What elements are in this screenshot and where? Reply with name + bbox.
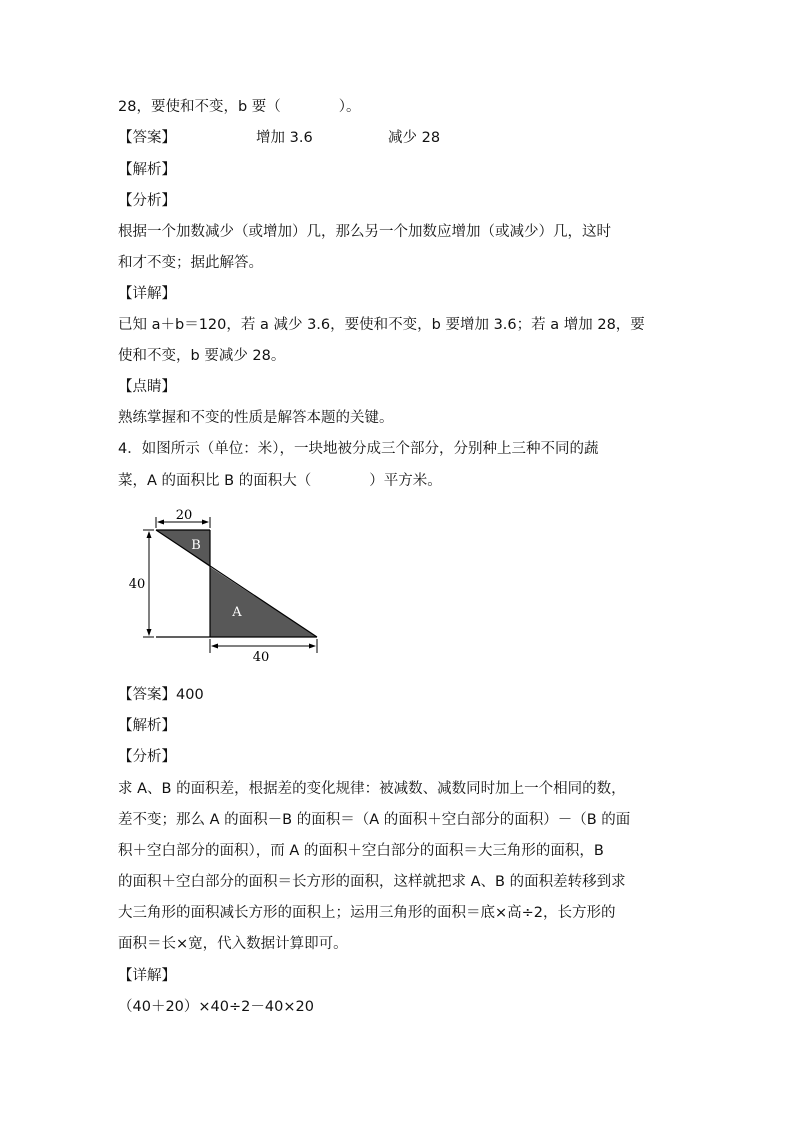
q4-detail-label: 【详解】 [118, 968, 176, 984]
q4-detail-formula: （40＋20）×40÷2－40×20 [118, 999, 314, 1015]
q3-fenxi-label: 【分析】 [118, 193, 176, 209]
q3-dianjing-label: 【点睛】 [118, 379, 176, 395]
dim-left-label: 40 [128, 577, 146, 592]
q4-fenxi-line-4: 的面积＋空白部分的面积＝长方形的面积，这样就把求 A、B 的面积差转移到求 [118, 874, 626, 890]
q4-fenxi-line-3: 积＋空白部分的面积），而 A 的面积＋空白部分的面积＝大三角形的面积，B [118, 843, 604, 859]
q4-question-line-2: 菜，A 的面积比 B 的面积大（ ）平方米。 [118, 473, 442, 489]
dim-bottom-arrow-left [211, 644, 218, 649]
q3-answer-value-2: 减少 28 [388, 130, 441, 146]
q3-detail-line-2: 使和不变，b 要减少 28。 [118, 348, 286, 364]
q3-answer-value-1: 增加 3.6 [256, 130, 313, 146]
q4-fenxi-line-5: 大三角形的面积减长方形的面积上；运用三角形的面积＝底×高÷2，长方形的 [118, 905, 616, 921]
q4-fenxi-line-1: 求 A、B 的面积差，根据差的变化规律：被减数、减数同时加上一个相同的数， [118, 781, 626, 797]
q3-fenxi-line-1: 根据一个加数减少（或增加）几，那么另一个加数应增加（或减少）几，这时 [118, 224, 611, 240]
q3-detail-label: 【详解】 [118, 286, 176, 302]
q4-answer: 【答案】400 [118, 687, 204, 703]
q3-answer-label: 【答案】 [118, 130, 176, 146]
q3-question-line: 28，要使和不变，b 要（ ）。 [118, 99, 361, 115]
dim-bottom-label: 40 [252, 650, 270, 665]
q3-detail-line-1: 已知 a＋b＝120，若 a 减少 3.6，要使和不变，b 要增加 3.6；若 a 增加 28，要 [118, 317, 645, 333]
q4-fenxi-line-2: 差不变；那么 A 的面积－B 的面积＝（A 的面积＋空白部分的面积）－（B 的面 [118, 812, 631, 828]
q4-analysis-label: 【解析】 [118, 718, 176, 734]
dim-left-arrow-top [147, 531, 152, 538]
q3-dianjing-text: 熟练掌握和不变的性质是解答本题的关键。 [118, 410, 394, 426]
dim-bottom-arrow-right [309, 644, 316, 649]
dim-top-label: 20 [175, 508, 193, 523]
q3-fenxi-line-2: 和才不变；据此解答。 [118, 255, 263, 271]
q4-question-line-1: 4．如图所示（单位：米），一块地被分成三个部分，分别种上三种不同的蔬 [118, 441, 599, 457]
dim-top-arrow-left [157, 520, 164, 525]
region-a-label: A [232, 605, 242, 620]
region-b-label: B [191, 538, 201, 553]
dim-left-arrow-bottom [147, 629, 152, 636]
q4-fenxi-line-6: 面积＝长×宽，代入数据计算即可。 [118, 936, 348, 952]
dim-top-arrow-right [202, 520, 209, 525]
q4-fenxi-label: 【分析】 [118, 749, 176, 765]
q3-analysis-label: 【解析】 [118, 162, 176, 178]
